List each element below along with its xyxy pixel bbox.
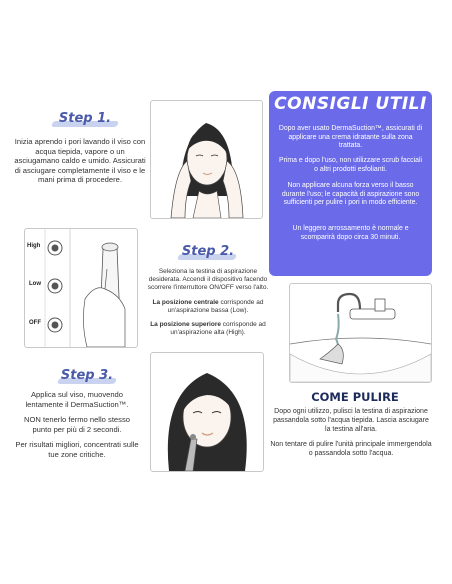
cleaning-paragraph-2: Non tentare di pulire l'unità principale immergendola o passandola sotto l'acqua.	[270, 441, 432, 457]
faucet-illustration	[289, 283, 432, 383]
face-washing-icon	[151, 101, 262, 218]
step2-paragraph-1: Seleziona la testina di aspirazione desiderata. Accendi il dispositivo facendo scorrere l'interruttore ON/OFF verso l'alto.	[147, 268, 269, 292]
tips-paragraph-1: Dopo aver usato DermaSuction™, assicurati di applicare una crema idratante sulla zona trattata.	[278, 125, 423, 150]
device-switch-illustration	[24, 228, 138, 348]
tips-panel	[269, 91, 432, 276]
tips-paragraph-4: Un leggero arrossamento è normale e scomparirà dopo circa 30 minuti.	[292, 225, 409, 241]
tips-paragraph-2: Prima e dopo l'uso, non utilizzare scrub facciali o altri prodotti esfolianti.	[278, 157, 423, 173]
faucet-icon	[290, 284, 431, 382]
step3-paragraph-1: Applica sul viso, muovendo lentamente il DermaSuction™.	[25, 390, 129, 409]
device-positions-icon	[25, 229, 137, 347]
device-label-low: Low	[29, 281, 41, 287]
step3-paragraph-3: Per risultati migliori, concentrati sulle tue zone critiche.	[15, 440, 139, 459]
face-washing-illustration	[150, 100, 263, 219]
step2-paragraph-2	[142, 299, 274, 315]
step3-paragraph-2: NON tenerlo fermo nello stesso punto per più di 2 secondi.	[24, 415, 130, 434]
cleaning-paragraph-1: Dopo ogni utilizzo, pulisci la testina di aspirazione passandola sotto l'acqua tiepida. Lascia asciugare la testina all'aria.	[273, 408, 429, 433]
step2-bold-2: La posizione superiore	[150, 321, 221, 329]
cleaning-text	[270, 407, 432, 464]
step3-text	[14, 390, 140, 466]
step3-title: Step 3.	[60, 368, 114, 383]
step2-rest-2: corrisponde ad un'aspirazione alta (High).	[170, 321, 266, 337]
step2-bold-1: La posizione centrale	[152, 298, 219, 306]
step2-text	[142, 268, 274, 343]
step2-paragraph-3	[142, 321, 274, 337]
step1-paragraph: Inizia aprendo i pori lavando il viso con acqua tiepida, vapore o un asciugamano caldo e umido. Assicurati di asciugare completamente il viso e le mani prima di procedere.	[14, 137, 146, 185]
tips-title: CONSIGLI UTILI	[274, 94, 427, 114]
cleaning-title: COME PULIRE	[311, 390, 399, 404]
face-device-illustration	[150, 352, 264, 472]
step2-rest-1: corrisponde ad un'aspirazione bassa (Low).	[167, 298, 264, 314]
step2-title: Step 2.	[181, 244, 235, 259]
face-device-icon	[151, 353, 263, 471]
tips-paragraph-3: Non applicare alcuna forza verso il basso durante l'uso; le capacità di aspirazione sono sufficienti per pulire i pori in modo efficiente.	[281, 182, 420, 207]
step1-text	[14, 137, 146, 191]
step1-title: Step 1.	[58, 111, 112, 126]
device-label-off: OFF	[29, 320, 41, 326]
device-label-high: High	[27, 243, 41, 249]
